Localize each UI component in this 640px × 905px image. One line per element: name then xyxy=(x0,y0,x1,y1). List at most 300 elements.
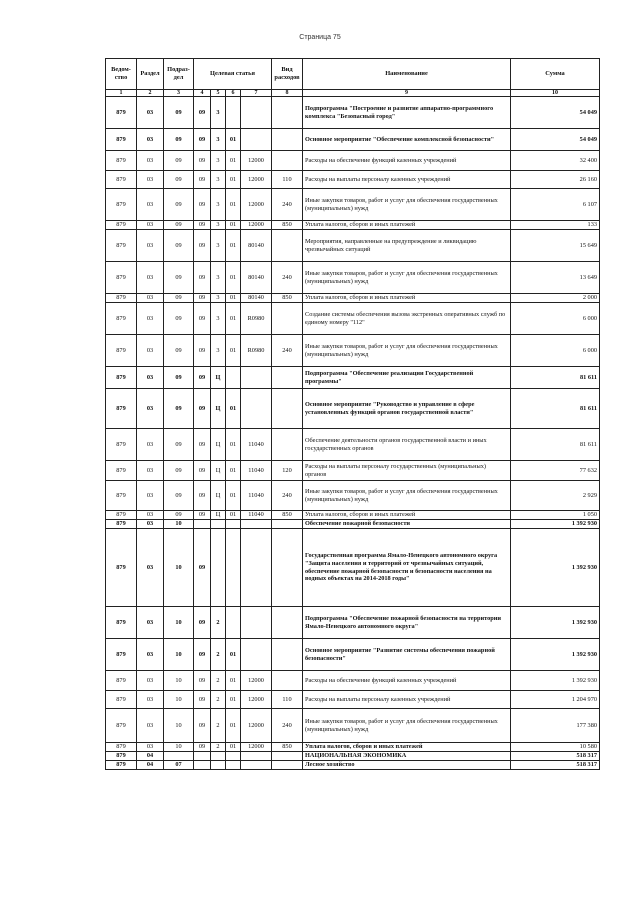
cell-event: 01 xyxy=(226,671,241,691)
cell-section: 03 xyxy=(137,221,164,230)
cell-subsection: 09 xyxy=(164,221,194,230)
cell-direction: 12000 xyxy=(241,151,272,171)
cell-event: 01 xyxy=(226,230,241,262)
cell-subsection: 09 xyxy=(164,429,194,461)
cell-name: Уплата налогов, сборов и иных платежей xyxy=(303,221,511,230)
cell-sum: 77 632 xyxy=(511,461,600,481)
cell-section: 03 xyxy=(137,481,164,511)
cell-section: 03 xyxy=(137,262,164,294)
cell-expense-type: 850 xyxy=(272,511,303,520)
header-section: Раздел xyxy=(137,59,164,90)
cell-expense-type: 240 xyxy=(272,262,303,294)
cell-expense-type: 240 xyxy=(272,335,303,367)
cell-section: 03 xyxy=(137,97,164,129)
cell-program: 09 xyxy=(194,171,211,189)
cell-section: 03 xyxy=(137,367,164,389)
column-number: 5 xyxy=(211,90,226,97)
column-number: 2 xyxy=(137,90,164,97)
cell-expense-type xyxy=(272,429,303,461)
cell-department: 879 xyxy=(106,520,137,529)
cell-subprogram: 3 xyxy=(211,171,226,189)
cell-department: 879 xyxy=(106,761,137,770)
cell-direction xyxy=(241,520,272,529)
column-number-row xyxy=(106,90,600,97)
cell-expense-type xyxy=(272,671,303,691)
cell-sum: 81 611 xyxy=(511,389,600,429)
table-row xyxy=(106,429,600,461)
cell-subsection: 10 xyxy=(164,691,194,709)
cell-expense-type: 110 xyxy=(272,171,303,189)
cell-event xyxy=(226,367,241,389)
cell-name: Иные закупки товаров, работ и услуг для обеспечения государственных (муниципальных) нужд xyxy=(303,709,511,743)
table-row xyxy=(106,709,600,743)
table-row xyxy=(106,511,600,520)
cell-event: 01 xyxy=(226,511,241,520)
table-row xyxy=(106,335,600,367)
cell-department: 879 xyxy=(106,171,137,189)
cell-subsection: 10 xyxy=(164,529,194,607)
cell-name: Иные закупки товаров, работ и услуг для обеспечения государственных (муниципальных) нужд xyxy=(303,189,511,221)
table-row xyxy=(106,151,600,171)
table-row xyxy=(106,481,600,511)
cell-department: 879 xyxy=(106,511,137,520)
cell-section: 03 xyxy=(137,529,164,607)
table-row xyxy=(106,691,600,709)
cell-subprogram: 3 xyxy=(211,221,226,230)
cell-subprogram: 3 xyxy=(211,262,226,294)
column-number: 7 xyxy=(241,90,272,97)
header-target-article: Целевая статья xyxy=(194,59,272,90)
cell-section: 03 xyxy=(137,461,164,481)
cell-event xyxy=(226,520,241,529)
cell-program: 09 xyxy=(194,335,211,367)
cell-expense-type: 850 xyxy=(272,221,303,230)
cell-program xyxy=(194,752,211,761)
cell-subsection: 09 xyxy=(164,389,194,429)
cell-direction: 12000 xyxy=(241,189,272,221)
cell-section: 04 xyxy=(137,752,164,761)
column-number: 8 xyxy=(272,90,303,97)
table-row xyxy=(106,262,600,294)
cell-subsection: 09 xyxy=(164,129,194,151)
cell-expense-type xyxy=(272,607,303,639)
cell-subprogram: 2 xyxy=(211,743,226,752)
table-row xyxy=(106,294,600,303)
cell-department: 879 xyxy=(106,529,137,607)
cell-subsection: 10 xyxy=(164,520,194,529)
cell-subsection: 07 xyxy=(164,761,194,770)
cell-subprogram: 3 xyxy=(211,335,226,367)
cell-sum: 54 049 xyxy=(511,129,600,151)
cell-subsection: 09 xyxy=(164,294,194,303)
cell-program: 09 xyxy=(194,262,211,294)
cell-sum: 1 392 930 xyxy=(511,671,600,691)
cell-event: 01 xyxy=(226,171,241,189)
cell-event xyxy=(226,752,241,761)
cell-name: Уплата налогов, сборов и иных платежей xyxy=(303,743,511,752)
table-row xyxy=(106,189,600,221)
cell-department: 879 xyxy=(106,262,137,294)
cell-department: 879 xyxy=(106,335,137,367)
cell-section: 03 xyxy=(137,151,164,171)
cell-event: 01 xyxy=(226,461,241,481)
cell-section: 04 xyxy=(137,761,164,770)
cell-direction: R0980 xyxy=(241,303,272,335)
cell-name: Обеспечение пожарной безопасности xyxy=(303,520,511,529)
cell-department: 879 xyxy=(106,709,137,743)
cell-event: 01 xyxy=(226,639,241,671)
cell-subsection: 09 xyxy=(164,230,194,262)
cell-name: НАЦИОНАЛЬНАЯ ЭКОНОМИКА xyxy=(303,752,511,761)
cell-name: Расходы на обеспечение функций казенных учреждений xyxy=(303,671,511,691)
cell-expense-type: 240 xyxy=(272,481,303,511)
cell-name: Мероприятия, направленные на предупреждение и ликвидацию чрезвычайных ситуаций xyxy=(303,230,511,262)
cell-direction xyxy=(241,367,272,389)
cell-subprogram: 3 xyxy=(211,230,226,262)
cell-direction: 12000 xyxy=(241,671,272,691)
cell-name: Основное мероприятие "Руководство и управление в сфере установленных функций органов государственной власти" xyxy=(303,389,511,429)
cell-direction: 12000 xyxy=(241,691,272,709)
cell-direction: 12000 xyxy=(241,743,272,752)
cell-program: 09 xyxy=(194,151,211,171)
cell-event: 01 xyxy=(226,481,241,511)
header-row xyxy=(106,59,600,90)
cell-event: 01 xyxy=(226,389,241,429)
cell-direction: 80140 xyxy=(241,230,272,262)
cell-subprogram: 3 xyxy=(211,189,226,221)
cell-program: 09 xyxy=(194,709,211,743)
cell-program: 09 xyxy=(194,691,211,709)
cell-subprogram: Ц xyxy=(211,481,226,511)
cell-subprogram: Ц xyxy=(211,429,226,461)
cell-name: Подпрограмма "Построение и развитие аппаратно-программного комплекса "Безопасный город" xyxy=(303,97,511,129)
cell-event: 01 xyxy=(226,743,241,752)
header-department: Ведом-ство xyxy=(106,59,137,90)
table-row xyxy=(106,230,600,262)
cell-event: 01 xyxy=(226,294,241,303)
cell-department: 879 xyxy=(106,294,137,303)
cell-subsection: 10 xyxy=(164,671,194,691)
cell-expense-type: 120 xyxy=(272,461,303,481)
cell-event: 01 xyxy=(226,303,241,335)
column-number: 10 xyxy=(511,90,600,97)
cell-subsection: 09 xyxy=(164,303,194,335)
cell-sum: 81 611 xyxy=(511,367,600,389)
cell-name: Лесное хозяйство xyxy=(303,761,511,770)
cell-department: 879 xyxy=(106,429,137,461)
cell-department: 879 xyxy=(106,743,137,752)
cell-program: 09 xyxy=(194,129,211,151)
table-row xyxy=(106,461,600,481)
cell-event xyxy=(226,529,241,607)
cell-direction xyxy=(241,129,272,151)
cell-section: 03 xyxy=(137,607,164,639)
cell-expense-type xyxy=(272,529,303,607)
cell-direction: 11040 xyxy=(241,429,272,461)
cell-direction: R0980 xyxy=(241,335,272,367)
cell-subprogram xyxy=(211,520,226,529)
cell-subsection: 09 xyxy=(164,151,194,171)
cell-expense-type: 850 xyxy=(272,294,303,303)
cell-subsection: 09 xyxy=(164,461,194,481)
cell-program xyxy=(194,520,211,529)
cell-expense-type xyxy=(272,151,303,171)
cell-subsection: 09 xyxy=(164,511,194,520)
header-name: Наименование xyxy=(303,59,511,90)
cell-sum: 2 929 xyxy=(511,481,600,511)
column-number: 6 xyxy=(226,90,241,97)
cell-subsection xyxy=(164,752,194,761)
cell-subsection: 09 xyxy=(164,97,194,129)
cell-expense-type xyxy=(272,752,303,761)
cell-expense-type xyxy=(272,230,303,262)
cell-program xyxy=(194,761,211,770)
cell-name: Основное мероприятие "Развитие системы обеспечения пожарной безопасности" xyxy=(303,639,511,671)
cell-subsection: 09 xyxy=(164,171,194,189)
cell-sum: 1 392 930 xyxy=(511,529,600,607)
cell-subprogram: Ц xyxy=(211,511,226,520)
cell-section: 03 xyxy=(137,389,164,429)
cell-direction xyxy=(241,389,272,429)
table-row xyxy=(106,367,600,389)
cell-direction: 12000 xyxy=(241,171,272,189)
cell-expense-type xyxy=(272,129,303,151)
cell-direction xyxy=(241,97,272,129)
column-number: 4 xyxy=(194,90,211,97)
cell-department: 879 xyxy=(106,389,137,429)
cell-event: 01 xyxy=(226,691,241,709)
column-number: 1 xyxy=(106,90,137,97)
cell-event xyxy=(226,97,241,129)
header-sum: Сумма xyxy=(511,59,600,90)
cell-subsection: 09 xyxy=(164,481,194,511)
cell-department: 879 xyxy=(106,461,137,481)
table-row xyxy=(106,129,600,151)
cell-expense-type xyxy=(272,761,303,770)
cell-expense-type: 240 xyxy=(272,189,303,221)
cell-name: Подпрограмма "Обеспечение реализации Государственной программы" xyxy=(303,367,511,389)
cell-department: 879 xyxy=(106,639,137,671)
cell-expense-type xyxy=(272,520,303,529)
cell-name: Основное мероприятие "Обеспечение комплексной безопасности" xyxy=(303,129,511,151)
cell-program: 09 xyxy=(194,511,211,520)
cell-subprogram: Ц xyxy=(211,461,226,481)
cell-event: 01 xyxy=(226,335,241,367)
table-row xyxy=(106,221,600,230)
cell-event: 01 xyxy=(226,189,241,221)
cell-program: 09 xyxy=(194,743,211,752)
cell-expense-type xyxy=(272,389,303,429)
cell-subprogram: 2 xyxy=(211,639,226,671)
cell-sum: 10 580 xyxy=(511,743,600,752)
cell-event: 01 xyxy=(226,262,241,294)
cell-name: Создание системы обеспечения вызова экстренных оперативных служб по единому номеру "112" xyxy=(303,303,511,335)
cell-section: 03 xyxy=(137,743,164,752)
cell-program: 09 xyxy=(194,639,211,671)
cell-section: 03 xyxy=(137,429,164,461)
cell-sum: 32 400 xyxy=(511,151,600,171)
column-number: 9 xyxy=(303,90,511,97)
cell-department: 879 xyxy=(106,221,137,230)
cell-sum: 54 049 xyxy=(511,97,600,129)
cell-sum: 1 392 930 xyxy=(511,607,600,639)
table-row xyxy=(106,97,600,129)
cell-name: Иные закупки товаров, работ и услуг для обеспечения государственных (муниципальных) нужд xyxy=(303,481,511,511)
page-header: Страница 75 xyxy=(299,34,341,41)
cell-subsection: 09 xyxy=(164,262,194,294)
cell-subprogram: 3 xyxy=(211,294,226,303)
cell-direction xyxy=(241,607,272,639)
table-body xyxy=(106,97,600,770)
cell-name: Уплата налогов, сборов и иных платежей xyxy=(303,294,511,303)
cell-section: 03 xyxy=(137,294,164,303)
cell-direction: 12000 xyxy=(241,221,272,230)
cell-subsection: 09 xyxy=(164,335,194,367)
cell-sum: 81 611 xyxy=(511,429,600,461)
table-row xyxy=(106,529,600,607)
cell-sum: 518 317 xyxy=(511,761,600,770)
cell-program: 09 xyxy=(194,461,211,481)
cell-subprogram: 2 xyxy=(211,671,226,691)
cell-name: Подпрограмма "Обеспечение пожарной безопасности на территории Ямало-Ненецкого автономного округа" xyxy=(303,607,511,639)
cell-subsection: 10 xyxy=(164,639,194,671)
cell-direction: 11040 xyxy=(241,481,272,511)
cell-event: 01 xyxy=(226,151,241,171)
cell-subprogram: 3 xyxy=(211,129,226,151)
cell-name: Расходы на обеспечение функций казенных учреждений xyxy=(303,151,511,171)
cell-subprogram: Ц xyxy=(211,389,226,429)
cell-department: 879 xyxy=(106,481,137,511)
cell-subsection: 10 xyxy=(164,743,194,752)
cell-sum: 1 204 970 xyxy=(511,691,600,709)
table-row xyxy=(106,752,600,761)
cell-program: 09 xyxy=(194,389,211,429)
cell-sum: 133 xyxy=(511,221,600,230)
cell-subsection: 10 xyxy=(164,607,194,639)
cell-name: Расходы на выплаты персоналу казенных учреждений xyxy=(303,691,511,709)
cell-name: Расходы на выплаты персоналу казенных учреждений xyxy=(303,171,511,189)
cell-name: Иные закупки товаров, работ и услуг для обеспечения государственных (муниципальных) нужд xyxy=(303,335,511,367)
cell-sum: 2 000 xyxy=(511,294,600,303)
cell-sum: 518 317 xyxy=(511,752,600,761)
table-row xyxy=(106,171,600,189)
cell-department: 879 xyxy=(106,691,137,709)
cell-program: 09 xyxy=(194,97,211,129)
cell-expense-type xyxy=(272,97,303,129)
table-row xyxy=(106,761,600,770)
cell-section: 03 xyxy=(137,189,164,221)
cell-department: 879 xyxy=(106,189,137,221)
cell-direction: 11040 xyxy=(241,511,272,520)
cell-subprogram: Ц xyxy=(211,367,226,389)
cell-section: 03 xyxy=(137,511,164,520)
cell-program: 09 xyxy=(194,367,211,389)
cell-department: 879 xyxy=(106,367,137,389)
cell-program: 09 xyxy=(194,189,211,221)
cell-sum: 1 050 xyxy=(511,511,600,520)
cell-sum: 1 392 930 xyxy=(511,520,600,529)
cell-subsection: 10 xyxy=(164,709,194,743)
cell-department: 879 xyxy=(106,129,137,151)
cell-direction: 80140 xyxy=(241,262,272,294)
cell-section: 03 xyxy=(137,230,164,262)
cell-expense-type xyxy=(272,639,303,671)
cell-subprogram xyxy=(211,529,226,607)
cell-department: 879 xyxy=(106,230,137,262)
cell-program: 09 xyxy=(194,481,211,511)
table-row xyxy=(106,671,600,691)
cell-direction: 11040 xyxy=(241,461,272,481)
cell-subprogram: 2 xyxy=(211,709,226,743)
cell-subprogram: 3 xyxy=(211,97,226,129)
cell-direction xyxy=(241,752,272,761)
cell-program: 09 xyxy=(194,221,211,230)
table-row xyxy=(106,389,600,429)
cell-name: Иные закупки товаров, работ и услуг для обеспечения государственных (муниципальных) нужд xyxy=(303,262,511,294)
budget-table xyxy=(105,58,600,770)
cell-direction: 80140 xyxy=(241,294,272,303)
cell-direction xyxy=(241,529,272,607)
cell-department: 879 xyxy=(106,151,137,171)
cell-program: 09 xyxy=(194,607,211,639)
cell-subprogram: 3 xyxy=(211,151,226,171)
cell-subprogram: 2 xyxy=(211,691,226,709)
cell-expense-type xyxy=(272,303,303,335)
header-expense-type: Вид расходов xyxy=(272,59,303,90)
cell-section: 03 xyxy=(137,520,164,529)
cell-direction: 12000 xyxy=(241,709,272,743)
cell-expense-type xyxy=(272,367,303,389)
cell-program: 09 xyxy=(194,671,211,691)
cell-sum: 6 000 xyxy=(511,335,600,367)
cell-section: 03 xyxy=(137,671,164,691)
cell-subsection: 09 xyxy=(164,367,194,389)
cell-sum: 6 000 xyxy=(511,303,600,335)
cell-sum: 13 649 xyxy=(511,262,600,294)
cell-sum: 6 107 xyxy=(511,189,600,221)
cell-subprogram xyxy=(211,761,226,770)
cell-subprogram: 3 xyxy=(211,303,226,335)
cell-event: 01 xyxy=(226,429,241,461)
cell-subprogram xyxy=(211,752,226,761)
cell-event xyxy=(226,761,241,770)
cell-section: 03 xyxy=(137,639,164,671)
cell-name: Обеспечение деятельности органов государственной власти и иных государственных органов xyxy=(303,429,511,461)
cell-sum: 15 649 xyxy=(511,230,600,262)
cell-section: 03 xyxy=(137,335,164,367)
cell-expense-type: 110 xyxy=(272,691,303,709)
header-subsection: Подраз-дел xyxy=(164,59,194,90)
cell-event xyxy=(226,607,241,639)
cell-sum: 26 160 xyxy=(511,171,600,189)
cell-program: 09 xyxy=(194,230,211,262)
cell-subprogram: 2 xyxy=(211,607,226,639)
cell-department: 879 xyxy=(106,607,137,639)
cell-section: 03 xyxy=(137,303,164,335)
cell-event: 01 xyxy=(226,709,241,743)
cell-program: 09 xyxy=(194,303,211,335)
cell-program: 09 xyxy=(194,294,211,303)
table-row xyxy=(106,743,600,752)
table-row xyxy=(106,520,600,529)
cell-department: 879 xyxy=(106,671,137,691)
cell-program: 09 xyxy=(194,529,211,607)
cell-department: 879 xyxy=(106,752,137,761)
cell-name: Расходы на выплаты персоналу государственных (муниципальных) органов xyxy=(303,461,511,481)
cell-name: Уплата налогов, сборов и иных платежей xyxy=(303,511,511,520)
cell-expense-type: 850 xyxy=(272,743,303,752)
table-row xyxy=(106,303,600,335)
